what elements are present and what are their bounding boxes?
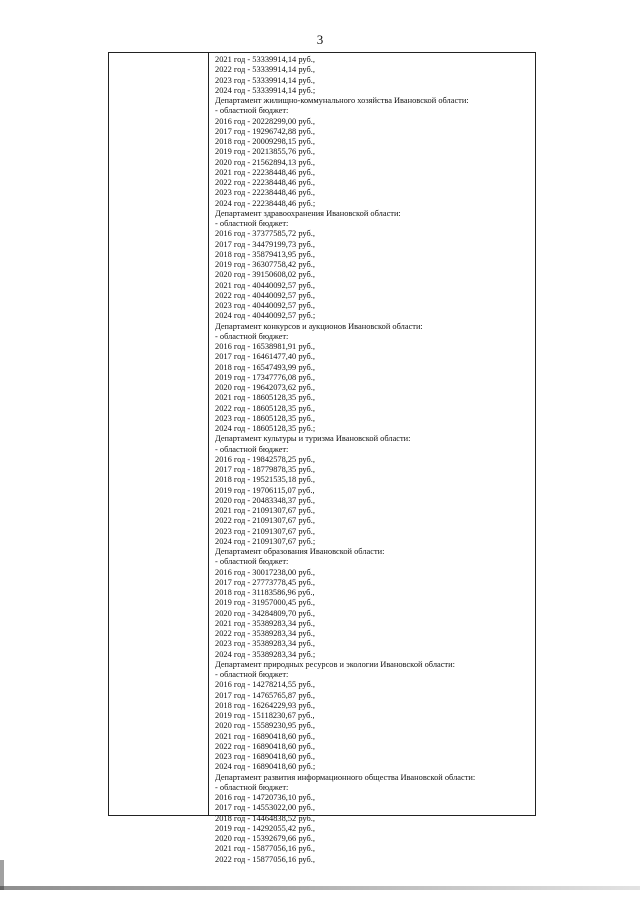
text-line: 2018 год - 20009298,15 руб., (215, 137, 315, 146)
text-line: 2022 год - 18605128,35 руб., (215, 403, 315, 413)
text-line: 2021 год - 18605128,35 руб., (215, 393, 315, 403)
text-line: 2020 год - 20483348,37 руб., (215, 495, 315, 505)
text-line: 2017 год - 18779878,35 руб., (215, 465, 315, 474)
text-line: 2019 год - 31957000,45 руб., (215, 598, 315, 608)
text-line: 2020 год - 15392679,66 руб., (215, 834, 315, 843)
budget-table (108, 52, 536, 864)
text-line: Департамент развития информационного общества Ивановской области: (215, 772, 476, 782)
text-line: 2024 год - 35389283,34 руб.; (215, 649, 316, 659)
text-line: 2023 год - 18605128,35 руб., (215, 413, 315, 423)
text-line: 2017 год - 16461477,40 руб., (215, 352, 315, 362)
text-line: 2019 год - 14292055,42 руб., (215, 823, 315, 833)
text-line: 2022 год - 40440092,57 руб., (215, 290, 315, 300)
text-line: 2019 год - 17347776,08 руб., (215, 372, 315, 382)
text-line: 2016 год - 37377585,72 руб., (215, 229, 315, 239)
text-line: 2020 год - 39150608,02 руб., (215, 270, 315, 280)
text-line: 2021 год - 21091307,67 руб., (215, 506, 315, 515)
text-line: Департамент здравоохранения Ивановской области: (215, 208, 401, 218)
text-line: Департамент образования Ивановской области: (215, 547, 385, 556)
text-line: 2017 год - 14765765,87 руб., (215, 690, 315, 700)
text-line: 2024 год - 53339914,14 руб.; (215, 85, 316, 95)
text-line: 2022 год - 35389283,34 руб., (215, 629, 315, 638)
text-line: 2018 год - 19521535,18 руб., (215, 475, 315, 485)
text-line: 2019 год - 19706115,07 руб., (215, 485, 315, 495)
text-line: 2018 год - 14464838,52 руб., (215, 813, 315, 823)
text-line: 2021 год - 15877056,16 руб., (215, 844, 315, 854)
text-line: 2018 год - 35879413,95 руб., (215, 249, 315, 259)
text-line: 2017 год - 14553022,00 руб., (215, 803, 315, 813)
text-line: 2022 год - 15877056,16 руб., (215, 854, 315, 864)
text-line: 2021 год - 16890418,60 руб., (215, 731, 315, 741)
text-line: 2020 год - 21562894,13 руб., (215, 157, 315, 167)
text-line: 2021 год - 22238448,46 руб., (215, 167, 315, 177)
text-line: 2022 год - 21091307,67 руб., (215, 516, 315, 526)
text-line: 2021 год - 40440092,57 руб., (215, 280, 315, 290)
text-line: 2023 год - 21091307,67 руб., (215, 526, 315, 536)
table-right-column (209, 53, 535, 864)
text-line: 2023 год - 16890418,60 руб., (215, 752, 315, 761)
text-line: 2022 год - 53339914,14 руб., (215, 65, 315, 75)
text-line: 2016 год - 30017238,00 руб., (215, 567, 315, 577)
text-line: Департамент природных ресурсов и экологии Ивановской области: (215, 659, 455, 669)
text-line: 2023 год - 53339914,14 руб., (215, 75, 315, 85)
text-line: 2019 год - 36307758,42 руб., (215, 260, 315, 269)
text-line: Департамент жилищно-коммунального хозяйства Ивановской области: (215, 96, 469, 105)
text-line: 2023 год - 40440092,57 руб., (215, 301, 315, 310)
text-line: 2023 год - 22238448,46 руб., (215, 188, 315, 198)
scan-artifact-edge (0, 886, 640, 890)
text-line: 2021 год - 35389283,34 руб., (215, 618, 315, 628)
text-line: 2016 год - 14720736,10 руб., (215, 793, 315, 802)
text-line: 2019 год - 15118230,67 руб., (215, 711, 315, 720)
text-line: - областной бюджет: (215, 219, 289, 228)
text-line: 2019 год - 20213855,76 руб., (215, 147, 315, 157)
table-left-column (109, 53, 209, 815)
text-line: 2022 год - 16890418,60 руб., (215, 741, 315, 751)
text-line: - областной бюджет: (215, 331, 289, 341)
text-line: 2020 год - 15589230,95 руб., (215, 721, 315, 731)
text-line: 2016 год - 16538981,91 руб., (215, 342, 315, 351)
text-line: Департамент культуры и туризма Ивановской области: (215, 434, 411, 444)
text-line: 2024 год - 22238448,46 руб.; (215, 198, 316, 208)
text-line: 2023 год - 35389283,34 руб., (215, 639, 315, 649)
text-line: - областной бюджет: (215, 782, 289, 792)
text-line: 2016 год - 20228299,00 руб., (215, 116, 315, 126)
text-line: 2017 год - 34479199,73 руб., (215, 239, 315, 249)
text-line: 2016 год - 19842578,25 руб., (215, 454, 315, 464)
text-line: 2021 год - 53339914,14 руб., (215, 55, 315, 64)
text-line: 2017 год - 19296742,88 руб., (215, 126, 315, 136)
text-line: - областной бюджет: (215, 670, 289, 679)
text-line: 2020 год - 19642073,62 руб., (215, 383, 315, 392)
text-line: 2016 год - 14278214,55 руб., (215, 680, 315, 690)
text-line: - областной бюджет: (215, 444, 289, 454)
text-line: 2018 год - 16264229,93 руб., (215, 700, 315, 710)
text-line: 2017 год - 27773778,45 руб., (215, 577, 315, 587)
text-line: 2024 год - 40440092,57 руб.; (215, 311, 316, 321)
text-line: 2020 год - 34284809,70 руб., (215, 608, 315, 618)
text-line: 2024 год - 16890418,60 руб.; (215, 762, 316, 772)
text-line: - областной бюджет: (215, 557, 289, 567)
text-line: Департамент конкурсов и аукционов Ивановской области: (215, 321, 423, 331)
text-line: 2024 год - 21091307,67 руб.; (215, 536, 316, 546)
text-line: 2018 год - 16547493,99 руб., (215, 362, 315, 372)
text-line: 2022 год - 22238448,46 руб., (215, 178, 315, 187)
text-line: - областной бюджет: (215, 106, 289, 116)
text-line: 2024 год - 18605128,35 руб.; (215, 424, 316, 433)
page-number: 3 (316, 32, 324, 47)
text-line: 2018 год - 31183586,96 руб., (215, 588, 315, 597)
